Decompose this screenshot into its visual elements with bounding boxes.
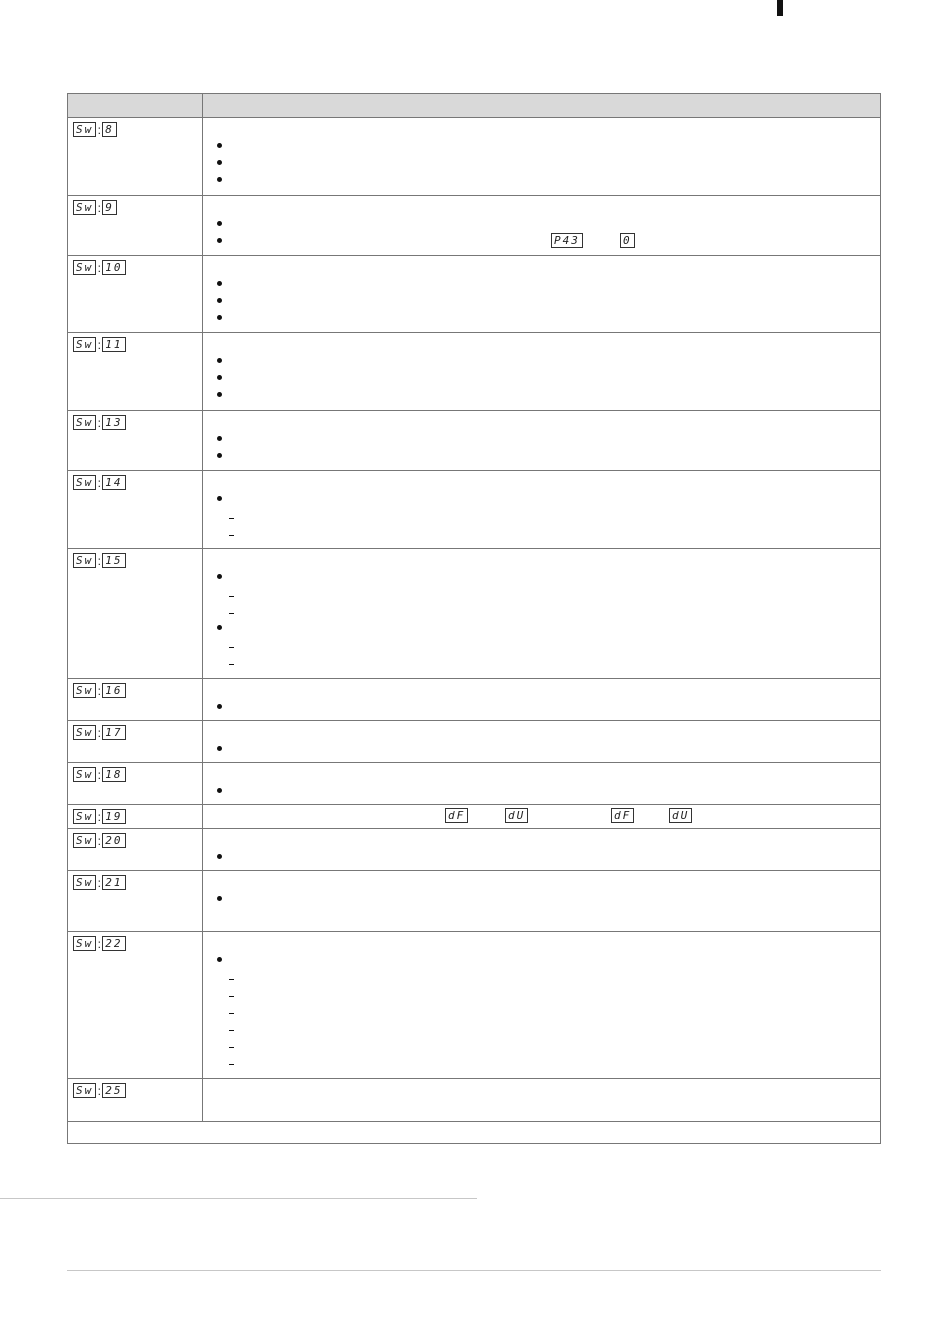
dash-icon bbox=[229, 664, 234, 665]
bullet-icon bbox=[217, 896, 222, 901]
code-cell: Sw : 15 bbox=[68, 549, 203, 679]
segment-display-prefix: Sw bbox=[73, 767, 96, 782]
segment-display-number: 17 bbox=[102, 725, 125, 740]
code-cell: Sw : 16 bbox=[68, 679, 203, 721]
segment-display-prefix: Sw bbox=[73, 415, 96, 430]
code-cell: Sw : 9 bbox=[68, 196, 203, 256]
code-cell: Sw : 18 bbox=[68, 763, 203, 805]
description-cell bbox=[203, 1079, 881, 1122]
header-cell-description bbox=[203, 94, 881, 118]
description-cell bbox=[203, 411, 881, 471]
segment-display-prefix: Sw bbox=[73, 553, 96, 568]
code-cell: Sw : 10 bbox=[68, 256, 203, 333]
bullet-icon bbox=[217, 854, 222, 859]
table-footer-cell bbox=[68, 1122, 881, 1144]
bullet-icon bbox=[217, 788, 222, 793]
segment-display-number: 11 bbox=[102, 337, 125, 352]
table-row bbox=[68, 118, 881, 196]
segment-display-number: 8 bbox=[102, 122, 117, 137]
segment-display-prefix: Sw bbox=[73, 122, 96, 137]
table-row bbox=[68, 256, 881, 333]
dash-icon bbox=[229, 647, 234, 648]
segment-display-inline: dU bbox=[505, 808, 528, 823]
bullet-icon bbox=[217, 358, 222, 363]
page-footer-divider bbox=[67, 1270, 881, 1271]
crop-mark bbox=[770, 0, 784, 16]
description-cell bbox=[203, 721, 881, 763]
segment-display-inline: dF bbox=[611, 808, 634, 823]
bullet-icon bbox=[217, 298, 222, 303]
segment-display-number: 19 bbox=[102, 809, 125, 824]
segment-display-number: 10 bbox=[102, 260, 125, 275]
bullet-icon bbox=[217, 238, 222, 243]
segment-display-prefix: Sw bbox=[73, 200, 96, 215]
code-cell: Sw : 17 bbox=[68, 721, 203, 763]
description-cell bbox=[203, 256, 881, 333]
segment-display-number: 22 bbox=[102, 936, 125, 951]
footnote-divider bbox=[0, 1198, 477, 1199]
description-cell bbox=[203, 471, 881, 549]
dash-icon bbox=[229, 518, 234, 519]
description-cell bbox=[203, 679, 881, 721]
description-cell bbox=[203, 118, 881, 196]
bullet-icon bbox=[217, 221, 222, 226]
table-header-row bbox=[68, 94, 881, 118]
bullet-icon bbox=[217, 625, 222, 630]
table-row bbox=[68, 1079, 881, 1122]
table-row bbox=[68, 829, 881, 871]
bullet-icon bbox=[217, 375, 222, 380]
segment-display-number: 21 bbox=[102, 875, 125, 890]
table-row bbox=[68, 471, 881, 549]
table-row bbox=[68, 411, 881, 471]
table-row bbox=[68, 549, 881, 679]
table-row bbox=[68, 932, 881, 1079]
table-row bbox=[68, 871, 881, 932]
segment-display-prefix: Sw bbox=[73, 260, 96, 275]
code-cell: Sw : 20 bbox=[68, 829, 203, 871]
segment-display-number: 15 bbox=[102, 553, 125, 568]
segment-display-number: 18 bbox=[102, 767, 125, 782]
segment-display-number: 20 bbox=[102, 833, 125, 848]
segment-display-number: 9 bbox=[102, 200, 117, 215]
code-cell: Sw : 11 bbox=[68, 333, 203, 411]
bullet-icon bbox=[217, 392, 222, 397]
segment-display-number: 25 bbox=[102, 1083, 125, 1098]
description-cell bbox=[203, 805, 881, 829]
header-cell-code bbox=[68, 94, 203, 118]
code-cell: Sw : 19 bbox=[68, 805, 203, 829]
segment-display-number: 13 bbox=[102, 415, 125, 430]
segment-display-prefix: Sw bbox=[73, 725, 96, 740]
description-cell bbox=[203, 196, 881, 256]
bullet-icon bbox=[217, 281, 222, 286]
dash-icon bbox=[229, 1030, 234, 1031]
description-cell bbox=[203, 829, 881, 871]
segment-display-prefix: Sw bbox=[73, 475, 96, 490]
dash-icon bbox=[229, 613, 234, 614]
segment-display-inline: 0 bbox=[620, 233, 635, 248]
description-cell bbox=[203, 871, 881, 932]
code-cell: Sw : 22 bbox=[68, 932, 203, 1079]
bullet-icon bbox=[217, 453, 222, 458]
segment-display-prefix: Sw bbox=[73, 875, 96, 890]
segment-display-inline: dU bbox=[669, 808, 692, 823]
segment-display-prefix: Sw bbox=[73, 683, 96, 698]
bullet-icon bbox=[217, 436, 222, 441]
bullet-icon bbox=[217, 704, 222, 709]
code-cell: Sw : 14 bbox=[68, 471, 203, 549]
segment-display-inline: dF bbox=[445, 808, 468, 823]
segment-display-prefix: Sw bbox=[73, 936, 96, 951]
table-row bbox=[68, 805, 881, 829]
table-footer-row bbox=[68, 1122, 881, 1144]
dash-icon bbox=[229, 1013, 234, 1014]
segment-display-number: 16 bbox=[102, 683, 125, 698]
description-cell bbox=[203, 549, 881, 679]
description-cell bbox=[203, 932, 881, 1079]
dash-icon bbox=[229, 596, 234, 597]
table-row bbox=[68, 333, 881, 411]
code-cell: Sw : 13 bbox=[68, 411, 203, 471]
segment-display-number: 14 bbox=[102, 475, 125, 490]
table-row bbox=[68, 721, 881, 763]
segment-display-prefix: Sw bbox=[73, 833, 96, 848]
bullet-icon bbox=[217, 496, 222, 501]
code-cell: Sw : 8 bbox=[68, 118, 203, 196]
dash-icon bbox=[229, 1047, 234, 1048]
segment-display-prefix: Sw bbox=[73, 1083, 96, 1098]
bullet-icon bbox=[217, 160, 222, 165]
bullet-icon bbox=[217, 143, 222, 148]
switch-table bbox=[67, 93, 881, 1144]
table-row bbox=[68, 679, 881, 721]
dash-icon bbox=[229, 1064, 234, 1065]
bullet-icon bbox=[217, 746, 222, 751]
dash-icon bbox=[229, 535, 234, 536]
bullet-icon bbox=[217, 177, 222, 182]
description-cell bbox=[203, 333, 881, 411]
segment-display-prefix: Sw bbox=[73, 337, 96, 352]
segment-display-inline: P43 bbox=[551, 233, 583, 248]
dash-icon bbox=[229, 996, 234, 997]
code-cell: Sw : 25 bbox=[68, 1079, 203, 1122]
segment-display-prefix: Sw bbox=[73, 809, 96, 824]
table-row bbox=[68, 196, 881, 256]
description-cell bbox=[203, 763, 881, 805]
code-cell: Sw : 21 bbox=[68, 871, 203, 932]
bullet-icon bbox=[217, 315, 222, 320]
bullet-icon bbox=[217, 957, 222, 962]
bullet-icon bbox=[217, 574, 222, 579]
dash-icon bbox=[229, 979, 234, 980]
table-row bbox=[68, 763, 881, 805]
